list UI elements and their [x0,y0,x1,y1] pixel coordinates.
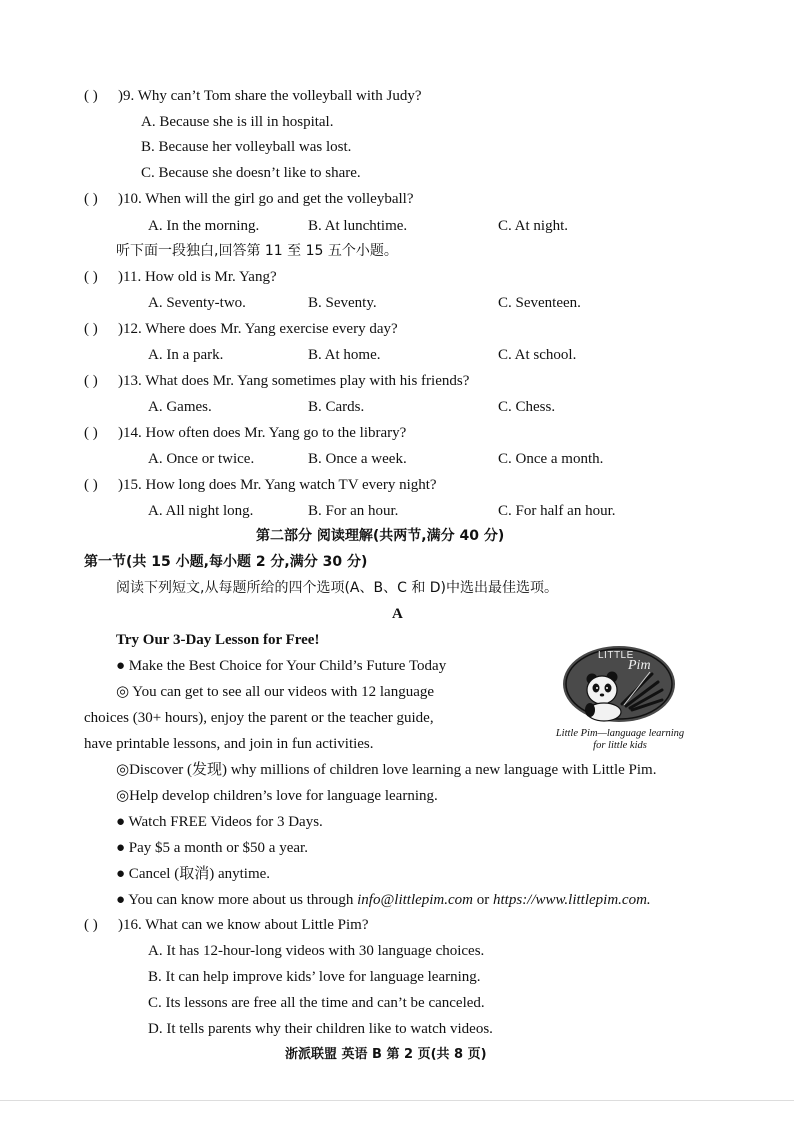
logo-caption-line-1: Little Pim—language learning [555,728,685,739]
logo-caption [540,728,700,752]
question-13-option-a: A. Games. [148,399,212,415]
answer-bracket[interactable]: ( ) [84,88,98,104]
question-15-option-a: A. All night long. [148,503,254,519]
question-15-option-c: C. For half an hour. [498,503,616,519]
question-16-option-a: A. It has 12-hour-long videos with 30 language choices. [148,943,485,959]
question-16-stem: )16. What can we know about Little Pim? [118,917,369,933]
website-link[interactable]: https://www.littlepim.com. [493,892,651,908]
answer-bracket[interactable]: ( ) [84,321,98,337]
answer-bracket[interactable]: ( ) [84,425,98,441]
ad-line-best-choice: ● Make the Best Choice for Your Child’s Future Today [116,658,447,674]
question-15-option-b: B. For an hour. [308,503,399,519]
question-10-option-b: B. At lunchtime. [308,218,408,234]
question-14-option-b: B. Once a week. [308,451,407,467]
question-12-option-b: B. At home. [308,347,381,363]
question-11-stem: )11. How old is Mr. Yang? [118,269,277,285]
question-14-option-c: C. Once a month. [498,451,604,467]
answer-bracket[interactable]: ( ) [84,373,98,389]
answer-bracket[interactable]: ( ) [84,269,98,285]
question-10-stem: )10. When will the girl go and get the volleyball? [118,191,414,207]
question-16-option-b: B. It can help improve kids’ love for language learning. [148,969,481,985]
ad-line-videos: ◎ You can get to see all our videos with 12 language [116,684,435,700]
question-9-option-b: B. Because her volleyball was lost. [141,139,352,155]
ad-line-pay: ● Pay $5 a month or $50 a year. [116,840,308,856]
question-11-option-b: B. Seventy. [308,295,377,311]
passage-letter: A [392,606,403,622]
ad-line-printable: have printable lessons, and join in fun activities. [84,736,374,752]
question-11-option-c: C. Seventeen. [498,295,581,311]
question-13-option-c: C. Chess. [498,399,556,415]
question-9-option-a: A. Because she is ill in hospital. [141,114,334,130]
question-16-option-c: C. Its lessons are free all the time and can’t be canceled. [148,995,485,1011]
question-14-stem: )14. How often does Mr. Yang go to the library? [118,425,407,441]
answer-bracket[interactable]: ( ) [84,477,98,493]
answer-bracket[interactable]: ( ) [84,917,98,933]
email-link[interactable]: info@littlepim.com [357,892,474,908]
answer-bracket[interactable]: ( ) [84,191,98,207]
logo-word-little: LITTLE [598,650,634,661]
ad-line-discover: ◎Discover (发现) why millions of children love learning a new language with Little Pim. [116,762,657,778]
question-9-option-c: C. Because she doesn’t like to share. [141,165,361,181]
question-11-option-a: A. Seventy-two. [148,295,246,311]
question-13-stem: )13. What does Mr. Yang sometimes play with his friends? [118,373,470,389]
question-10-option-a: A. In the morning. [148,218,260,234]
page-edge-divider [0,1100,794,1101]
logo-word-pim: Pim [628,658,651,673]
question-12-stem: )12. Where does Mr. Yang exercise every day? [118,321,398,337]
page-footer: 浙派联盟 英语 B 第 2 页(共 8 页) [285,1047,487,1062]
question-10-option-c: C. At night. [498,218,569,234]
part-2-heading: 第二部分 阅读理解(共两节,满分 40 分) [256,528,505,544]
little-pim-logo [540,644,700,756]
question-12-option-a: A. In a park. [148,347,224,363]
section-1-instruction: 阅读下列短文,从每题所给的四个选项(A、B、C 和 D)中选出最佳选项。 [116,580,559,596]
ad-line-help-develop: ◎Help develop children’s love for language learning. [116,788,438,804]
question-13-option-b: B. Cards. [308,399,365,415]
ad-line-contact [116,890,651,910]
question-15-stem: )15. How long does Mr. Yang watch TV every night? [118,477,437,493]
ad-title: Try Our 3-Day Lesson for Free! [116,632,320,648]
question-14-option-a: A. Once or twice. [148,451,255,467]
question-16-option-d: D. It tells parents why their children like to watch videos. [148,1021,493,1037]
contact-or: or [473,892,494,908]
logo-caption-line-2: for little kids [593,740,647,751]
ad-line-free-videos: ● Watch FREE Videos for 3 Days. [116,814,323,830]
section-1-heading: 第一节(共 15 小题,每小题 2 分,满分 30 分) [84,554,368,570]
question-12-option-c: C. At school. [498,347,577,363]
ad-line-choices: choices (30+ hours), enjoy the parent or the teacher guide, [84,710,434,726]
question-9-stem: )9. Why can’t Tom share the volleyball with Judy? [118,88,422,104]
ad-line-cancel: ● Cancel (取消) anytime. [116,866,271,882]
listening-instruction: 听下面一段独白,回答第 11 至 15 五个小题。 [116,243,398,259]
contact-prefix: ● You can know more about us through [116,892,358,908]
